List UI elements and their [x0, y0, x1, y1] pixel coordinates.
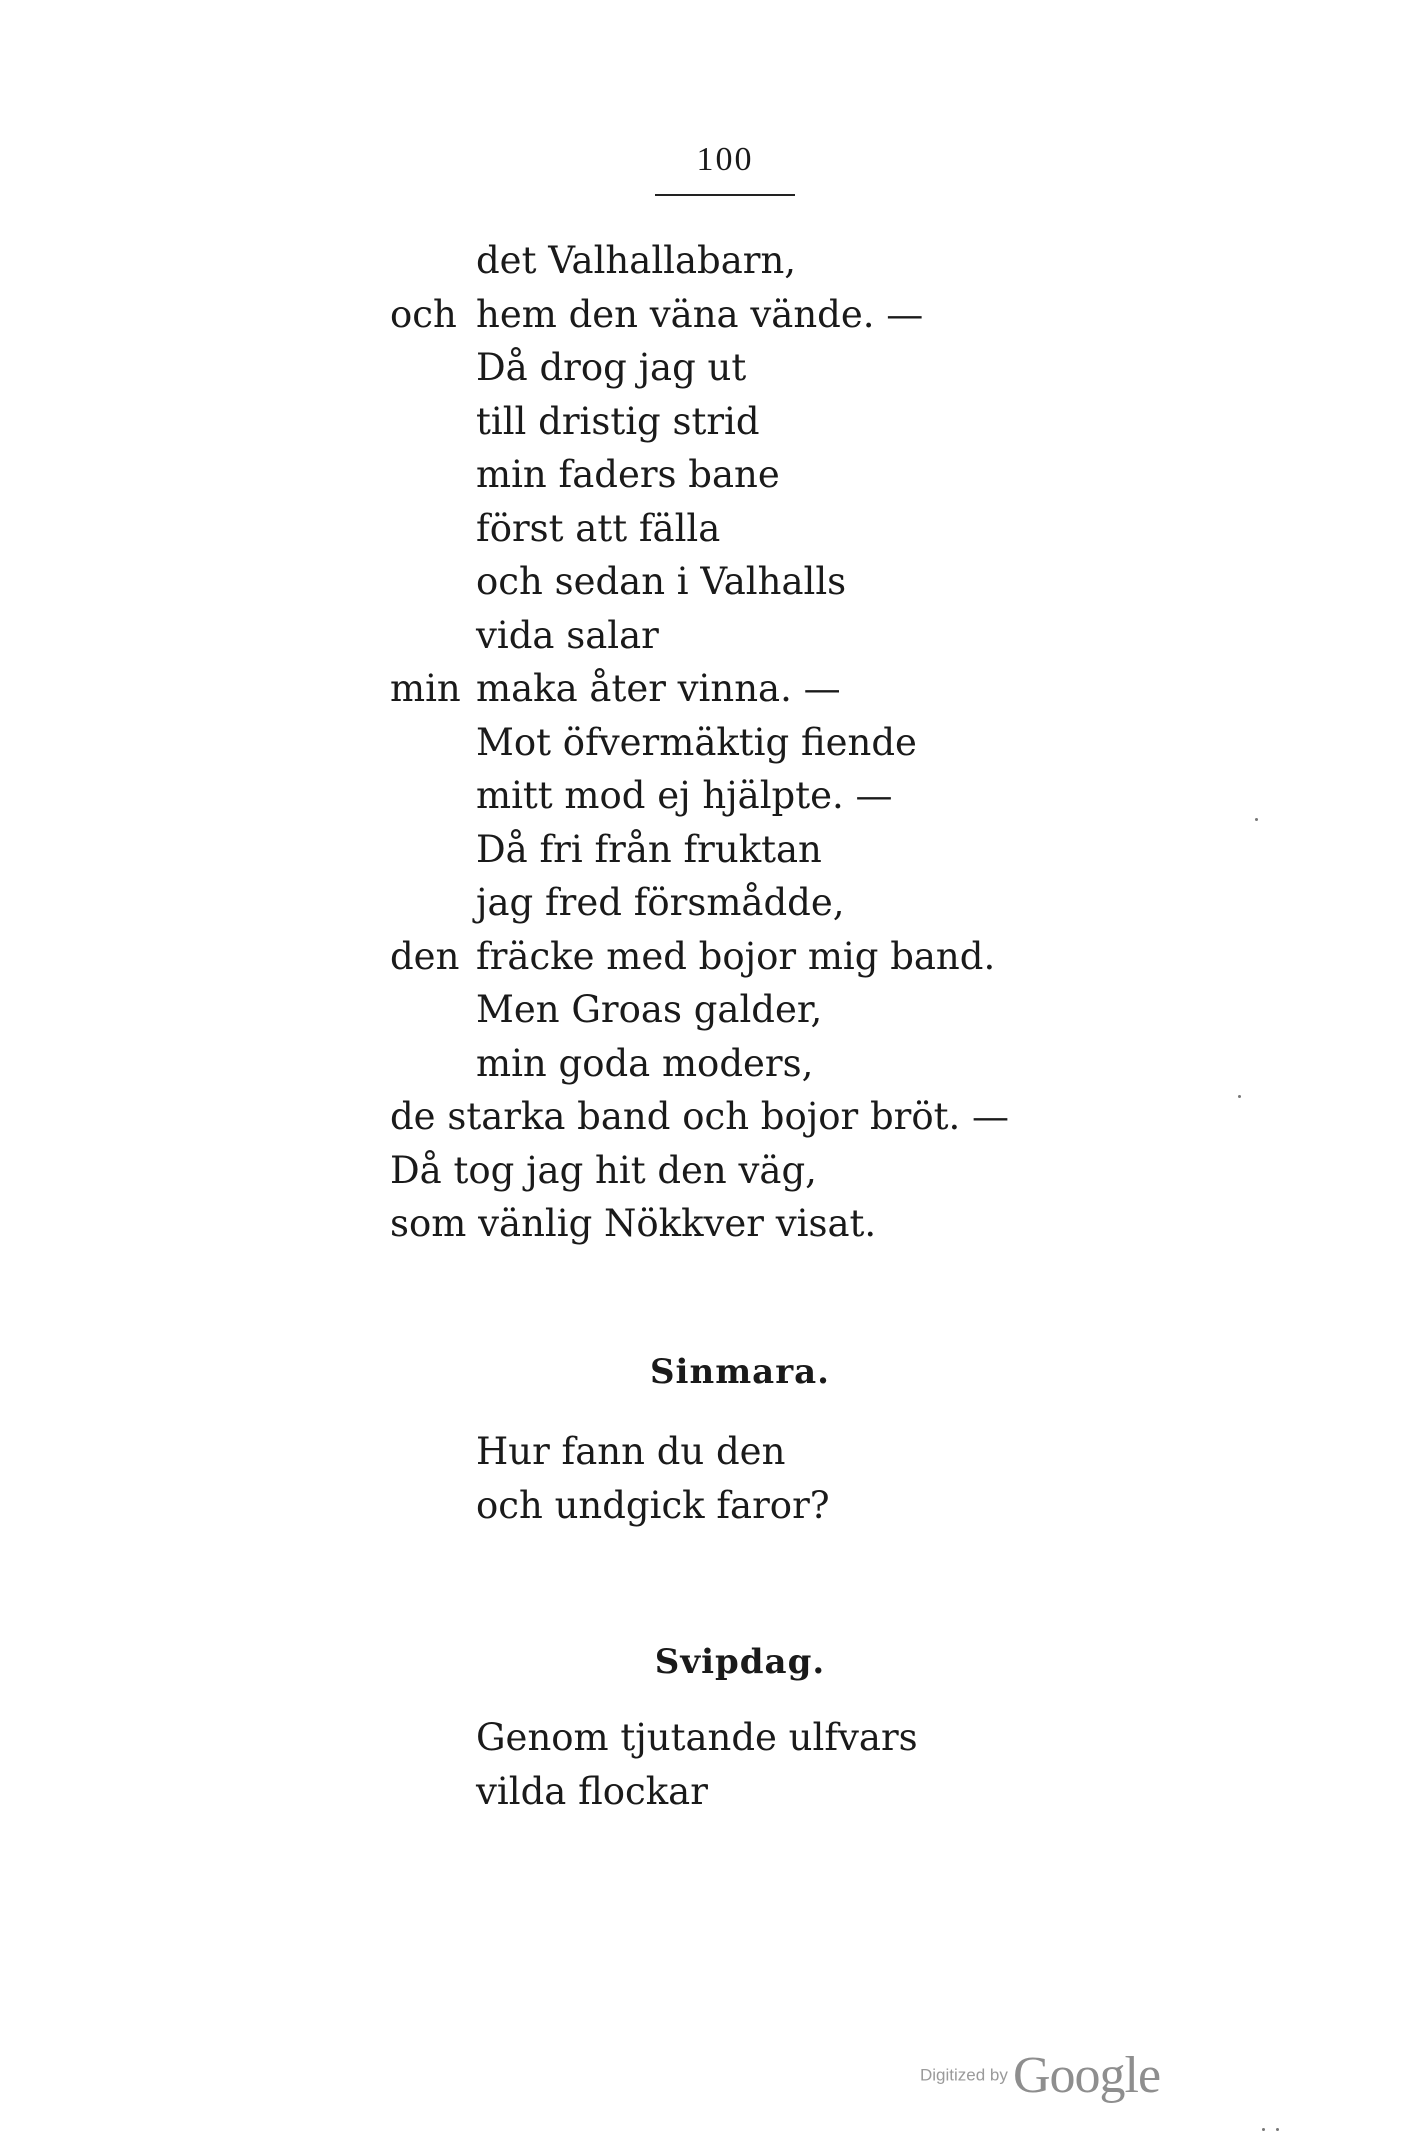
verse-line: till dristig strid	[476, 399, 760, 443]
verse-line-lead: och	[390, 292, 457, 336]
verse-line: Då drog jag ut	[476, 346, 747, 389]
verse-line: de starka band och bojor bröt. —	[390, 1095, 1009, 1138]
speech-block-sinmara	[476, 1425, 830, 1532]
verse-line: min faders bane	[476, 453, 780, 496]
speaker-heading-sinmara: Sinmara.	[650, 1352, 830, 1392]
verse-line: den fräcke med bojor mig band.	[390, 930, 1009, 984]
verse-block	[390, 234, 1009, 1251]
verse-line: och undgick faror?	[476, 1483, 830, 1527]
scan-speck	[1255, 818, 1258, 821]
verse-line: det Valhallabarn,	[476, 239, 797, 282]
verse-line-lead: den	[390, 934, 460, 978]
verse-line: först att fälla	[476, 506, 721, 550]
scan-speck	[1276, 2128, 1279, 2131]
verse-line: min maka åter vinna. —	[390, 662, 1009, 716]
scan-speck	[1262, 2128, 1265, 2131]
verse-line: Mot öfvermäktig fiende	[476, 720, 917, 764]
speaker-heading-svipdag: Svipdag.	[654, 1642, 826, 1682]
verse-line: Då fri från fruktan	[476, 827, 822, 871]
verse-line: min goda moders,	[476, 1041, 814, 1085]
verse-line: vilda flockar	[476, 1769, 708, 1813]
verse-line: som vänlig Nökkver visat.	[390, 1202, 877, 1245]
verse-line: och hem den väna vände. —	[390, 288, 1009, 342]
verse-line-lead: min	[390, 667, 461, 710]
scan-speck	[1238, 1095, 1241, 1098]
digitized-by-google-watermark	[920, 2046, 1220, 2106]
verse-line: vida salar	[476, 613, 659, 657]
watermark-prefix: Digitized by	[920, 2065, 1008, 2085]
verse-line: jag fred försmådde,	[476, 881, 845, 924]
verse-line: Hur fann du den	[476, 1430, 786, 1473]
speech-block-svipdag	[476, 1711, 918, 1818]
google-logo: Google	[1012, 2047, 1161, 2104]
verse-line: mitt mod ej hjälpte. —	[476, 774, 893, 817]
verse-line: Då tog jag hit den väg,	[390, 1148, 817, 1192]
verse-line: Men Groas galder,	[476, 988, 823, 1031]
verse-line: och sedan i Valhalls	[476, 560, 847, 603]
page-number: 100	[696, 141, 754, 178]
verse-line: Genom tjutande ulfvars	[476, 1716, 918, 1759]
page-number-rule	[655, 194, 795, 196]
